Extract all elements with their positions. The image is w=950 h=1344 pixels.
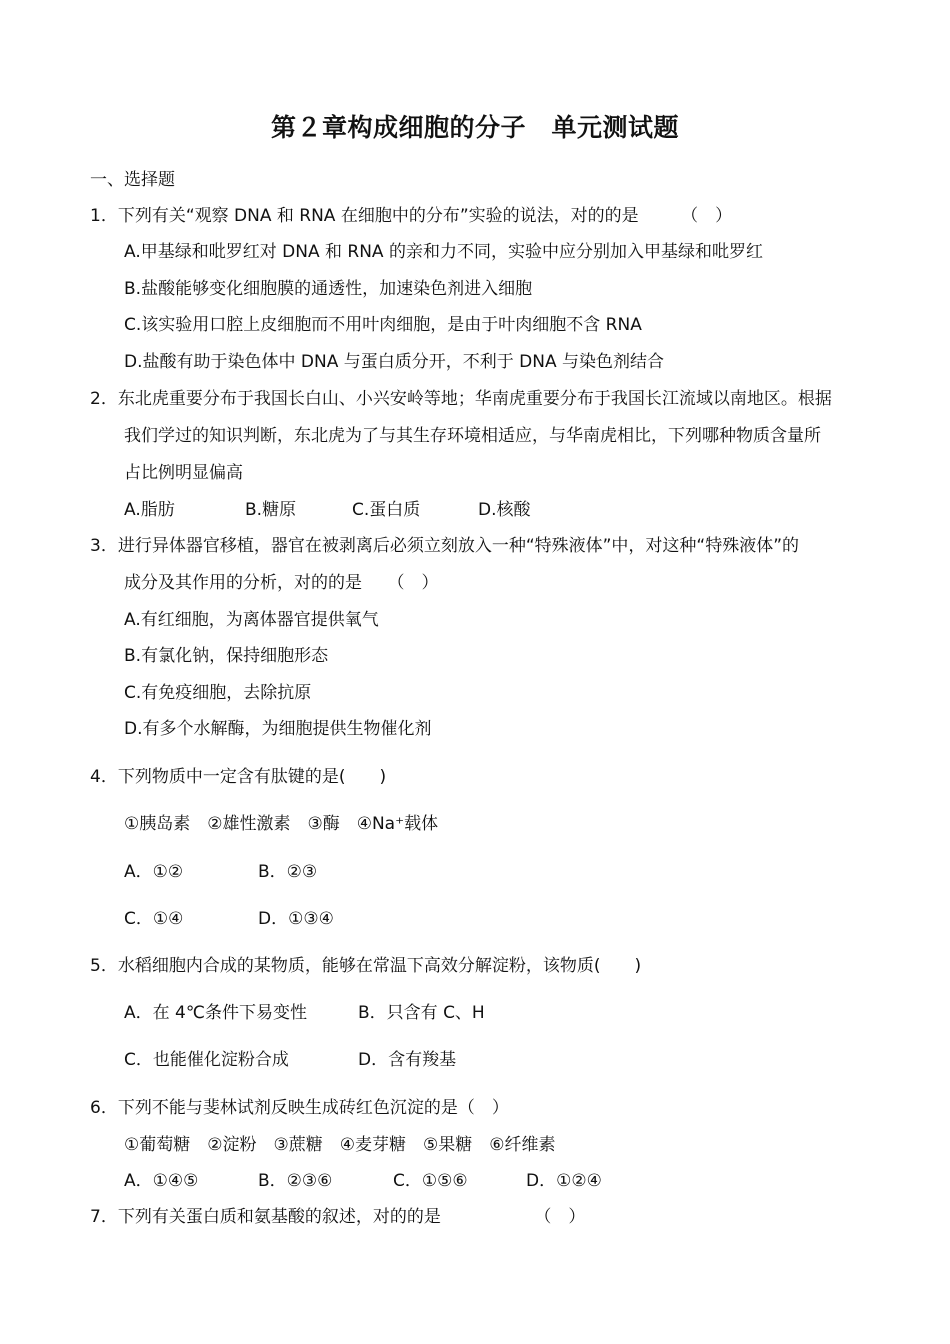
question-6-items: ①葡萄糖 ②淀粉 ③蔗糖 ④麦芽糖 ⑤果糖 ⑥纤维素 [124, 1135, 556, 1155]
question-5-option-c: C．也能催化淀粉合成 [124, 1050, 289, 1070]
question-5-option-d: D．含有羧基 [358, 1050, 457, 1070]
question-4-option-d: D．①③④ [258, 909, 334, 929]
question-1-option-c: C.该实验用口腔上皮细胞而不用叶肉细胞，是由于叶肉细胞不含 RNA [124, 315, 642, 335]
question-4-stem: 4．下列物质中一定含有肽键的是( ) [90, 767, 387, 787]
question-5-option-a: A．在 4℃条件下易变性 [124, 1003, 307, 1023]
question-4-items: ①胰岛素 ②雄性激素 ③酶 ④Na⁺载体 [124, 814, 439, 834]
question-3-option-c: C.有免疫细胞，去除抗原 [124, 683, 312, 703]
question-3-option-a: A.有红细胞，为离体器官提供氧气 [124, 610, 379, 630]
question-3-stem-line1: 3．进行异体器官移植，器官在被剥离后必须立刻放入一种“特殊液体”中，对这种“特殊液体”的 [90, 536, 800, 556]
question-6-option-a: A．①④⑤ [124, 1171, 199, 1191]
question-4-option-c: C．①④ [124, 909, 184, 929]
question-6-stem: 6．下列不能与斐林试剂反映生成砖红色沉淀的是（ ） [90, 1098, 509, 1118]
question-1-stem: 1．下列有关“观察 DNA 和 RNA 在细胞中的分布”实验的说法，对的的是 （ ） [90, 206, 733, 226]
question-6-option-d: D．①②④ [526, 1171, 602, 1191]
question-2-stem-line1: 2．东北虎重要分布于我国长白山、小兴安岭等地；华南虎重要分布于我国长江流域以南地区。根据 [90, 389, 832, 409]
question-2-stem-line2: 我们学过的知识判断，东北虎为了与其生存环境相适应，与华南虎相比，下列哪种物质含量所 [124, 426, 821, 446]
section-heading: 一、选择题 [90, 170, 175, 190]
question-3-stem-line2: 成分及其作用的分析，对的的是 （ ） [124, 573, 439, 593]
question-1-option-d: D.盐酸有助于染色体中 DNA 与蛋白质分开，不利于 DNA 与染色剂结合 [124, 352, 664, 372]
question-1-option-b: B.盐酸能够变化细胞膜的通透性，加速染色剂进入细胞 [124, 279, 533, 299]
question-2-option-d: D.核酸 [478, 500, 531, 520]
question-5-option-b: B．只含有 C、H [358, 1003, 485, 1023]
question-2-stem-line3: 占比例明显偏高 [124, 463, 243, 483]
question-3-option-b: B.有氯化钠，保持细胞形态 [124, 646, 329, 666]
question-3-option-d: D.有多个水解酶，为细胞提供生物催化剂 [124, 719, 432, 739]
question-6-option-c: C．①⑤⑥ [393, 1171, 468, 1191]
question-1-option-a: A.甲基绿和吡罗红对 DNA 和 RNA 的亲和力不同，实验中应分别加入甲基绿和吡罗红 [124, 242, 763, 262]
question-2-option-b: B.糖原 [245, 500, 297, 520]
question-4-option-a: A．①② [124, 862, 184, 882]
question-2-option-a: A.脂肪 [124, 500, 175, 520]
question-6-option-b: B．②③⑥ [258, 1171, 333, 1191]
question-4-option-b: B．②③ [258, 862, 318, 882]
question-2-option-c: C.蛋白质 [352, 500, 421, 520]
question-7-stem: 7．下列有关蛋白质和氨基酸的叙述，对的的是 （ ） [90, 1207, 586, 1227]
page-title: 第２章构成细胞的分子 单元测试题 [270, 113, 679, 142]
question-5-stem: 5．水稻细胞内合成的某物质，能够在常温下高效分解淀粉，该物质( ) [90, 956, 642, 976]
